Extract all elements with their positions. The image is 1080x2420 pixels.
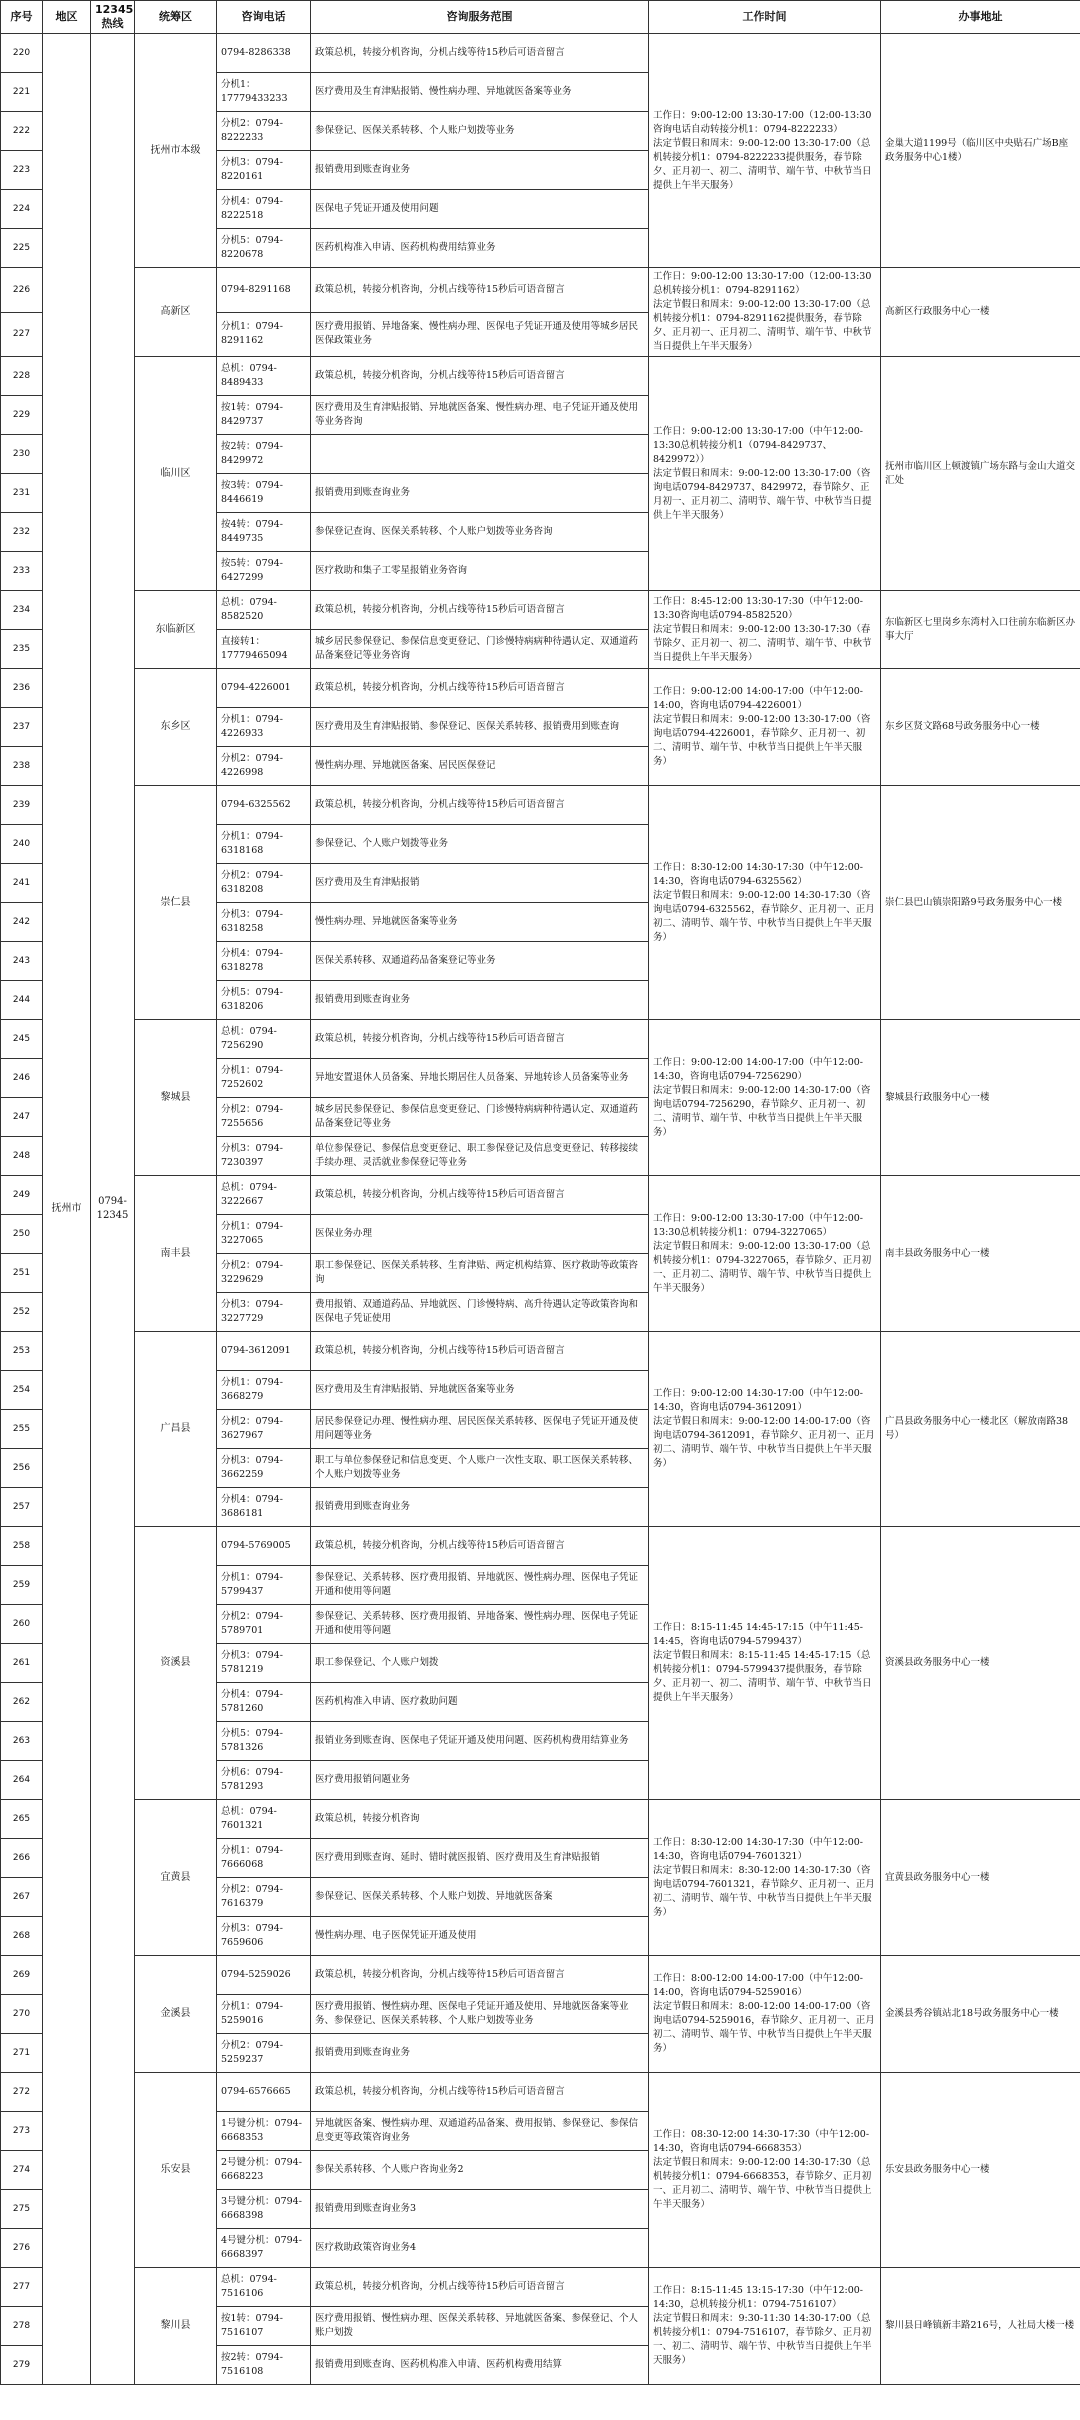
- phone-cell: 分机2：0794-3229629: [217, 1254, 311, 1293]
- address-cell: 高新区行政服务中心一楼: [881, 268, 1080, 357]
- phone-cell: 分机4：0794-8222518: [217, 190, 311, 229]
- phone-cell: 分机1：0794-5259016: [217, 1995, 311, 2034]
- phone-cell: 1号键分机：0794-6668353: [217, 2112, 311, 2151]
- row-number: 278: [1, 2307, 43, 2346]
- phone-cell: 分机1：0794-5799437: [217, 1566, 311, 1605]
- header-area: 统筹区: [135, 1, 217, 34]
- area-cell: 南丰县: [135, 1176, 217, 1332]
- phone-cell: 0794-8291168: [217, 268, 311, 313]
- phone-cell: 分机3：0794-5781219: [217, 1644, 311, 1683]
- table-row: [1, 268, 1080, 313]
- row-number: 237: [1, 708, 43, 747]
- scope-cell: 医疗费用到账查询、延时、错时就医报销、医疗费用及生育津贴报销: [311, 1839, 649, 1878]
- work-time-line: 法定节假日和周末：9:00-12:00 13:30-17:00（咨询电话0794-4226001，春节除夕、正月初一、初二、清明节、端午节、中秋节当日提供上午半天服务）: [653, 714, 871, 767]
- scope-cell: 政策总机，转接分机咨询，分机占线等待15秒后可语音留言: [311, 1176, 649, 1215]
- scope-cell: 政策总机，转接分机咨询，分机占线等待15秒后可语音留言: [311, 1956, 649, 1995]
- row-number: 262: [1, 1683, 43, 1722]
- row-number: 249: [1, 1176, 43, 1215]
- scope-cell: 政策总机，转接分机咨询，分机占线等待15秒后可语音留言: [311, 34, 649, 73]
- phone-cell: 分机1：0794-3668279: [217, 1371, 311, 1410]
- scope-cell: 参保登记、个人账户划拨等业务: [311, 825, 649, 864]
- row-number: 258: [1, 1527, 43, 1566]
- phone-cell: 直接转1：17779465094: [217, 630, 311, 669]
- scope-cell: 医疗费用及生育津贴报销、异地就医备案、慢性病办理、电子凭证开通及使用等业务咨询: [311, 396, 649, 435]
- phone-cell: 分机1：0794-4226933: [217, 708, 311, 747]
- scope-cell: 职工参保登记、个人账户划拨: [311, 1644, 649, 1683]
- phone-cell: 分机2：0794-7616379: [217, 1878, 311, 1917]
- phone-cell: 分机2：0794-7255656: [217, 1098, 311, 1137]
- address-cell: 崇仁县巴山镇崇阳路9号政务服务中心一楼: [881, 786, 1080, 1020]
- table-row: [1, 669, 1080, 708]
- phone-cell: 总机：0794-7601321: [217, 1800, 311, 1839]
- area-cell: 抚州市本级: [135, 34, 217, 268]
- phone-cell: 按2转：0794-8429972: [217, 435, 311, 474]
- work-time-cell: [649, 2268, 881, 2385]
- area-cell: 东乡区: [135, 669, 217, 786]
- phone-cell: 分机5：0794-5781326: [217, 1722, 311, 1761]
- scope-cell: 报销费用到账查询业务: [311, 2034, 649, 2073]
- header-phone: 咨询电话: [217, 1, 311, 34]
- row-number: 221: [1, 73, 43, 112]
- work-time-line: 工作日：8:45-12:00 13:30-17:30（中午12:00-13:30咨询电话0794-8582520）: [653, 595, 863, 621]
- work-time-line: 工作日：9:00-12:00 14:00-17:00（中午12:00-14:30，咨询电话0794-7256290）: [653, 1056, 863, 1082]
- area-cell: 金溪县: [135, 1956, 217, 2073]
- work-time-line: 工作日：8:30-12:00 14:30-17:30（中午12:00-14:30，咨询电话0794-6325562）: [653, 861, 863, 887]
- table-row: [1, 1176, 1080, 1215]
- scope-cell: 政策总机，转接分机咨询，分机占线等待15秒后可语音留言: [311, 2073, 649, 2112]
- row-number: 279: [1, 2346, 43, 2385]
- row-number: 252: [1, 1293, 43, 1332]
- phone-cell: 分机3：0794-7659606: [217, 1917, 311, 1956]
- area-cell: 乐安县: [135, 2073, 217, 2268]
- row-number: 244: [1, 981, 43, 1020]
- row-number: 274: [1, 2151, 43, 2190]
- phone-cell: 按5转：0794-6427299: [217, 552, 311, 591]
- row-number: 225: [1, 229, 43, 268]
- phone-cell: 分机2：0794-8222233: [217, 112, 311, 151]
- row-number: 246: [1, 1059, 43, 1098]
- area-cell: 东临新区: [135, 591, 217, 669]
- scope-cell: 医疗费用报销问题业务: [311, 1761, 649, 1800]
- scope-cell: 医疗救助和集子工零星报销业务咨询: [311, 552, 649, 591]
- row-number: 236: [1, 669, 43, 708]
- work-time-cell: [649, 1956, 881, 2073]
- area-cell: 资溪县: [135, 1527, 217, 1800]
- row-number: 226: [1, 268, 43, 313]
- scope-cell: 医疗费用及生育津贴报销、慢性病办理、异地就医备案等业务: [311, 73, 649, 112]
- phone-cell: 0794-5259026: [217, 1956, 311, 1995]
- row-number: 227: [1, 312, 43, 357]
- scope-cell: 政策总机，转接分机咨询，分机占线等待15秒后可语音留言: [311, 669, 649, 708]
- row-number: 230: [1, 435, 43, 474]
- work-time-line: 法定节假日和周末：8:00-12:00 14:00-17:00（咨询电话0794-5259016，春节除夕、正月初一、正月初二、清明节、端午节、中秋节当日提供上午半天服务）: [653, 2001, 875, 2054]
- phone-cell: 总机：0794-8582520: [217, 591, 311, 630]
- header-scope: 咨询服务范围: [311, 1, 649, 34]
- scope-cell: 单位参保登记、参保信息变更登记、职工参保登记及信息变更登记、转移接续手续办理、灵活就业参保登记等业务: [311, 1137, 649, 1176]
- row-number: 233: [1, 552, 43, 591]
- scope-cell: 报销费用到账查询、医药机构准入申请、医药机构费用结算: [311, 2346, 649, 2385]
- work-time-line: 工作日：9:00-12:00 13:30-17:00（12:00-13:30咨询电话自动转接分机1：0794-8222233）: [653, 109, 872, 135]
- row-number: 270: [1, 1995, 43, 2034]
- phone-cell: 4号键分机：0794-6668397: [217, 2229, 311, 2268]
- phone-cell: 0794-8286338: [217, 34, 311, 73]
- row-number: 220: [1, 34, 43, 73]
- phone-cell: 分机3：0794-3662259: [217, 1449, 311, 1488]
- phone-cell: 分机2：0794-4226998: [217, 747, 311, 786]
- work-time-line: 法定节假日和周末：9:00-12:00 13:30-17:30（春节除夕、正月初一、初二、清明节、端午节、中秋节当日提供上午半天服务）: [653, 623, 872, 663]
- work-time-cell: [649, 34, 881, 268]
- work-time-line: 工作日：9:00-12:00 13:30-17:00（中午12:00-13:30总机转接分机1（0794-8429737、8429972））: [653, 425, 863, 465]
- work-time-line: 法定节假日和周末：9:00-12:00 14:00-17:00（咨询电话0794-3612091，春节除夕、正月初一、正月初二、清明节、端午节、中秋节当日提供上午半天服务）: [653, 1416, 875, 1469]
- row-number: 223: [1, 151, 43, 190]
- work-time-cell: [649, 786, 881, 1020]
- row-number: 268: [1, 1917, 43, 1956]
- header-region: 地区: [43, 1, 91, 34]
- scope-cell: 异地就医备案、慢性病办理、双通道药品备案、费用报销、参保登记、参保信息变更等政策咨询业务: [311, 2112, 649, 2151]
- work-time-cell: [649, 669, 881, 786]
- work-time-line: 法定节假日和周末：9:00-12:00 14:30-17:30（总机转接分机1：0794-6668353，春节除夕、正月初一、正月初二、清明节、端午节、中秋节当日提供上午半天服务）: [653, 2157, 872, 2210]
- address-cell: 乐安县政务服务中心一楼: [881, 2073, 1080, 2268]
- phone-cell: 分机1：0794-8291162: [217, 312, 311, 357]
- scope-cell: 慢性病办理、异地就医备案、居民医保登记: [311, 747, 649, 786]
- phone-cell: 0794-6325562: [217, 786, 311, 825]
- phone-cell: 分机1：0794-6318168: [217, 825, 311, 864]
- address-cell: 抚州市临川区上顿渡镇广场东路与金山大道交汇处: [881, 357, 1080, 591]
- phone-cell: 按1转：0794-7516107: [217, 2307, 311, 2346]
- row-number: 240: [1, 825, 43, 864]
- phone-cell: 2号键分机：0794-6668223: [217, 2151, 311, 2190]
- row-number: 277: [1, 2268, 43, 2307]
- phone-cell: 分机3：0794-8220161: [217, 151, 311, 190]
- work-time-line: 法定节假日和周末：9:30-11:30 14:30-17:00（总机转接分机1：0794-7516107，春节除夕、正月初一、初二、清明节、端午节、中秋节当日提供上午半天服务）: [653, 2313, 872, 2366]
- row-number: 265: [1, 1800, 43, 1839]
- row-number: 271: [1, 2034, 43, 2073]
- scope-cell: 报销费用到账查询业务: [311, 151, 649, 190]
- row-number: 276: [1, 2229, 43, 2268]
- address-cell: 东临新区七里岗乡东湾村入口往前东临新区办事大厅: [881, 591, 1080, 669]
- work-time-cell: [649, 1020, 881, 1176]
- row-number: 250: [1, 1215, 43, 1254]
- work-time-line: 工作日：8:00-12:00 14:00-17:00（中午12:00-14:00，咨询电话0794-5259016）: [653, 1973, 863, 1998]
- phone-cell: 分机6：0794-5781293: [217, 1761, 311, 1800]
- scope-cell: 城乡居民参保登记、参保信息变更登记、门诊慢特病病种待遇认定、双通道药品备案登记等业务: [311, 1098, 649, 1137]
- row-number: 222: [1, 112, 43, 151]
- work-time-line: 法定节假日和周末：8:30-12:00 14:30-17:30（咨询电话0794-7601321，春节除夕、正月初一、正月初二、清明节、端午节、中秋节当日提供上午半天服务）: [653, 1864, 875, 1918]
- phone-cell: 分机1：17779433233: [217, 73, 311, 112]
- row-number: 275: [1, 2190, 43, 2229]
- area-cell: 高新区: [135, 268, 217, 357]
- region-cell: 抚州市: [43, 34, 91, 2385]
- row-number: 257: [1, 1488, 43, 1527]
- work-time-cell: [649, 1527, 881, 1800]
- phone-cell: 分机4：0794-5781260: [217, 1683, 311, 1722]
- address-cell: 金溪县秀谷镇站北18号政务服务中心一楼: [881, 1956, 1080, 2073]
- address-cell: 东乡区贤文路68号政务服务中心一楼: [881, 669, 1080, 786]
- area-cell: 崇仁县: [135, 786, 217, 1020]
- row-number: 235: [1, 630, 43, 669]
- scope-cell: 政策总机，转接分机咨询，分机占线等待15秒后可语音留言: [311, 268, 649, 313]
- row-number: 224: [1, 190, 43, 229]
- row-number: 231: [1, 474, 43, 513]
- scope-cell: 费用报销、双通道药品、异地就医、门诊慢特病、高升待遇认定等政策咨询和医保电子凭证使用: [311, 1293, 649, 1332]
- phone-cell: 分机1：0794-7252602: [217, 1059, 311, 1098]
- phone-cell: 分机2：0794-5789701: [217, 1605, 311, 1644]
- scope-cell: 医疗费用报销、异地备案、慢性病办理、医保电子凭证开通及使用等城乡居民医保政策业务: [311, 312, 649, 357]
- phone-cell: 分机1：0794-7666068: [217, 1839, 311, 1878]
- row-number: 239: [1, 786, 43, 825]
- scope-cell: 参保登记、关系转移、医疗费用报销、异地就医、慢性病办理、医保电子凭证开通和使用等问题: [311, 1566, 649, 1605]
- row-number: 273: [1, 2112, 43, 2151]
- work-time-line: 法定节假日和周末：9:00-12:00 14:30-17:00（咨询电话0794-7256290，春节除夕、正月初一、初二、清明节、端午节、中秋节当日提供上午半天服务）: [653, 1084, 871, 1138]
- phone-cell: 3号键分机：0794-6668398: [217, 2190, 311, 2229]
- area-cell: 广昌县: [135, 1332, 217, 1527]
- work-time-line: 法定节假日和周末：9:00-12:00 13:30-17:00（总机转接分机1：0794-8291162提供服务，春节除夕、正月初一、正月初二、清明节、端午节、中秋节当日提供上午半天服务）: [653, 299, 872, 352]
- phone-cell: 0794-4226001: [217, 669, 311, 708]
- row-number: 256: [1, 1449, 43, 1488]
- phone-cell: 总机：0794-7516106: [217, 2268, 311, 2307]
- scope-cell: 政策总机，转接分机咨询，分机占线等待15秒后可语音留言: [311, 786, 649, 825]
- scope-cell: 慢性病办理、电子医保凭证开通及使用: [311, 1917, 649, 1956]
- scope-cell: 医疗费用及生育津贴报销、参保登记、医保关系转移、报销费用到账查询: [311, 708, 649, 747]
- phone-cell: 按4转：0794-8449735: [217, 513, 311, 552]
- phone-cell: 分机2：0794-5259237: [217, 2034, 311, 2073]
- row-number: 263: [1, 1722, 43, 1761]
- phone-cell: 0794-3612091: [217, 1332, 311, 1371]
- work-time-cell: [649, 1332, 881, 1527]
- phone-cell: 分机5：0794-6318206: [217, 981, 311, 1020]
- header-seq: 序号: [1, 1, 43, 34]
- scope-cell: 报销业务到账查询、医保电子凭证开通及使用问题、医药机构费用结算业务: [311, 1722, 649, 1761]
- address-cell: 广昌县政务服务中心一楼北区（解放南路38号）: [881, 1332, 1080, 1527]
- work-time-line: 工作日：8:15-11:45 14:45-17:15（中午11:45-14:45，咨询电话0794-5799437）: [653, 1622, 863, 1647]
- row-number: 260: [1, 1605, 43, 1644]
- scope-cell: 参保关系转移、个人账户咨询业务2: [311, 2151, 649, 2190]
- work-time-line: 法定节假日和周末：8:15-11:45 14:45-17:15（总机转接分机1：0794-5799437提供服务，春节除夕、正月初一、初二、清明节、端午节、中秋节当日提供上午半天服务）: [653, 1650, 872, 1703]
- scope-cell: 医疗费用及生育津贴报销、异地就医备案等业务: [311, 1371, 649, 1410]
- scope-cell: 医保业务办理: [311, 1215, 649, 1254]
- header-hotline: 12345热线: [91, 1, 135, 34]
- work-time-cell: [649, 268, 881, 357]
- row-number: 269: [1, 1956, 43, 1995]
- scope-cell: 参保登记、关系转移、医疗费用报销、异地备案、慢性病办理、医保电子凭证开通和使用等问题: [311, 1605, 649, 1644]
- phone-cell: 总机：0794-3222667: [217, 1176, 311, 1215]
- row-number: 264: [1, 1761, 43, 1800]
- address-cell: 宜黄县政务服务中心一楼: [881, 1800, 1080, 1956]
- scope-cell: 职工参保登记、医保关系转移、生育津贴、两定机构结算、医疗救助等政策咨询: [311, 1254, 649, 1293]
- scope-cell: 异地安置退休人员备案、异地长期居住人员备案、异地转诊人员备案等业务: [311, 1059, 649, 1098]
- phone-cell: 总机：0794-7256290: [217, 1020, 311, 1059]
- scope-cell: 居民参保登记办理、慢性病办理、居民医保关系转移、医保电子凭证开通及使用问题等业务: [311, 1410, 649, 1449]
- row-number: 255: [1, 1410, 43, 1449]
- row-number: 259: [1, 1566, 43, 1605]
- scope-cell: 政策总机，转接分机咨询，分机占线等待15秒后可语音留言: [311, 357, 649, 396]
- scope-cell: [311, 435, 649, 474]
- row-number: 229: [1, 396, 43, 435]
- phone-cell: 分机3：0794-7230397: [217, 1137, 311, 1176]
- table-row: [1, 2268, 1080, 2307]
- phone-cell: 按2转：0794-7516108: [217, 2346, 311, 2385]
- work-time-cell: [649, 357, 881, 591]
- phone-cell: 分机2：0794-6318208: [217, 864, 311, 903]
- table-header-row: [1, 1, 1080, 34]
- row-number: 261: [1, 1644, 43, 1683]
- phone-cell: 分机5：0794-8220678: [217, 229, 311, 268]
- work-time-line: 法定节假日和周末：9:00-12:00 13:30-17:00（咨询电话0794-8429737、8429972，春节除夕、正月初一、正月初二、清明节、端午节、中秋节当日提供上午半天服务）: [653, 467, 872, 521]
- phone-cell: 分机3：0794-3227729: [217, 1293, 311, 1332]
- row-number: 247: [1, 1098, 43, 1137]
- table-row: [1, 1956, 1080, 1995]
- row-number: 254: [1, 1371, 43, 1410]
- scope-cell: 医疗费用报销、慢性病办理、医保电子凭证开通及使用、异地就医备案等业务、参保登记、医保关系转移、个人账户划拨等业务: [311, 1995, 649, 2034]
- scope-cell: 参保登记查询、医保关系转移、个人账户划拨等业务咨询: [311, 513, 649, 552]
- work-time-line: 法定节假日和周末：9:00-12:00 14:30-17:30（咨询电话0794-6325562，春节除夕、正月初一、正月初二、清明节、端午节、中秋节当日提供上午半天服务）: [653, 889, 875, 943]
- work-time-line: 工作日：9:00-12:00 13:30-17:00（中午12:00-13:30总机转接分机1：0794-3227065）: [653, 1212, 863, 1238]
- row-number: 253: [1, 1332, 43, 1371]
- row-number: 228: [1, 357, 43, 396]
- scope-cell: 政策总机，转接分机咨询，分机占线等待15秒后可语音留言: [311, 2268, 649, 2307]
- phone-cell: 分机4：0794-3686181: [217, 1488, 311, 1527]
- header-address: 办事地址: [881, 1, 1080, 34]
- row-number: 243: [1, 942, 43, 981]
- scope-cell: 参保登记、医保关系转移、个人账户划拨、异地就医备案: [311, 1878, 649, 1917]
- area-cell: 黎城县: [135, 1020, 217, 1176]
- row-number: 232: [1, 513, 43, 552]
- hotline-cell: 0794-12345: [91, 34, 135, 2385]
- scope-cell: 政策总机，转接分机咨询，分机占线等待15秒后可语音留言: [311, 1020, 649, 1059]
- row-number: 272: [1, 2073, 43, 2112]
- scope-cell: 政策总机，转接分机咨询，分机占线等待15秒后可语音留言: [311, 1332, 649, 1371]
- work-time-line: 工作日：08:30-12:00 14:30-17:30（中午12:00-14:30，咨询电话0794-6668353）: [653, 2129, 870, 2154]
- work-time-cell: [649, 2073, 881, 2268]
- area-cell: 黎川县: [135, 2268, 217, 2385]
- row-number: 251: [1, 1254, 43, 1293]
- scope-cell: 医药机构准入申请、医药机构费用结算业务: [311, 229, 649, 268]
- scope-cell: 报销费用到账查询业务: [311, 1488, 649, 1527]
- scope-cell: 医疗救助政策咨询业务4: [311, 2229, 649, 2268]
- address-cell: 黎川县日峰镇新丰路216号，人社局大楼一楼: [881, 2268, 1080, 2385]
- row-number: 234: [1, 591, 43, 630]
- phone-cell: 分机3：0794-6318258: [217, 903, 311, 942]
- work-time-line: 工作日：8:15-11:45 13:15-17:30（中午12:00-14:30，总机转接分机1：0794-7516107）: [653, 2285, 863, 2310]
- scope-cell: 政策总机，转接分机咨询，分机占线等待15秒后可语音留言: [311, 1527, 649, 1566]
- scope-cell: 报销费用到账查询业务: [311, 474, 649, 513]
- row-number: 245: [1, 1020, 43, 1059]
- scope-cell: 医药机构准入申请、医疗救助问题: [311, 1683, 649, 1722]
- table-row: [1, 2073, 1080, 2112]
- work-time-line: 工作日：8:30-12:00 14:30-17:30（中午12:00-14:30，咨询电话0794-7601321）: [653, 1836, 863, 1862]
- address-cell: 南丰县政务服务中心一楼: [881, 1176, 1080, 1332]
- phone-cell: 分机2：0794-3627967: [217, 1410, 311, 1449]
- work-time-cell: [649, 1800, 881, 1956]
- work-time-cell: [649, 1176, 881, 1332]
- phone-cell: 按1转：0794-8429737: [217, 396, 311, 435]
- table-row: [1, 1527, 1080, 1566]
- row-number: 248: [1, 1137, 43, 1176]
- row-number: 241: [1, 864, 43, 903]
- table-body: [1, 34, 1080, 2385]
- phone-cell: 分机1：0794-3227065: [217, 1215, 311, 1254]
- scope-cell: 慢性病办理、异地就医备案等业务: [311, 903, 649, 942]
- phone-cell: 0794-5769005: [217, 1527, 311, 1566]
- phone-cell: 分机4：0794-6318278: [217, 942, 311, 981]
- table-row: [1, 786, 1080, 825]
- work-time-line: 工作日：9:00-12:00 14:30-17:00（中午12:00-14:30，咨询电话0794-3612091）: [653, 1388, 863, 1413]
- area-cell: 宜黄县: [135, 1800, 217, 1956]
- row-number: 267: [1, 1878, 43, 1917]
- work-time-line: 工作日：9:00-12:00 13:30-17:00（12:00-13:30总机转接分机1：0794-8291162）: [653, 271, 872, 296]
- work-time-line: 工作日：9:00-12:00 14:00-17:00（中午12:00-14:00，咨询电话0794-4226001）: [653, 686, 863, 711]
- row-number: 242: [1, 903, 43, 942]
- header-time: 工作时间: [649, 1, 881, 34]
- table-row: [1, 1020, 1080, 1059]
- work-time-cell: [649, 591, 881, 669]
- scope-cell: 医保电子凭证开通及使用问题: [311, 190, 649, 229]
- phone-cell: 按3转：0794-8446619: [217, 474, 311, 513]
- table-row: [1, 1332, 1080, 1371]
- scope-cell: 报销费用到账查询业务: [311, 981, 649, 1020]
- work-time-line: 法定节假日和周末：9:00-12:00 13:30-17:00（总机转接分机1：0794-8222233提供服务，春节除夕、正月初一、初二、清明节、端午节、中秋节当日提供上午半天服务）: [653, 137, 872, 191]
- area-cell: 临川区: [135, 357, 217, 591]
- row-number: 238: [1, 747, 43, 786]
- address-cell: 黎城县行政服务中心一楼: [881, 1020, 1080, 1176]
- work-time-line: 法定节假日和周末：9:00-12:00 13:30-17:00（总机转接分机1：0794-3227065，春节除夕、正月初一、正月初二、清明节、端午节、中秋节当日提供上午半天服务）: [653, 1240, 872, 1294]
- scope-cell: 医疗费用报销、慢性病办理、医保关系转移、异地就医备案、参保登记、个人账户划拨: [311, 2307, 649, 2346]
- table-row: [1, 34, 1080, 73]
- table-row: [1, 1800, 1080, 1839]
- address-cell: 金巢大道1199号（临川区中央贴石广场B座政务服务中心1楼）: [881, 34, 1080, 268]
- scope-cell: 参保登记、医保关系转移、个人账户划拨等业务: [311, 112, 649, 151]
- table-row: [1, 591, 1080, 630]
- scope-cell: 报销费用到账查询业务3: [311, 2190, 649, 2229]
- row-number: 266: [1, 1839, 43, 1878]
- table-row: [1, 357, 1080, 396]
- address-cell: 资溪县政务服务中心一楼: [881, 1527, 1080, 1800]
- scope-cell: 医保关系转移、双通道药品备案登记等业务: [311, 942, 649, 981]
- scope-cell: 医疗费用及生育津贴报销: [311, 864, 649, 903]
- phone-cell: 总机：0794-8489433: [217, 357, 311, 396]
- scope-cell: 城乡居民参保登记、参保信息变更登记、门诊慢特病病种待遇认定、双通道药品备案登记等业务咨询: [311, 630, 649, 669]
- phone-cell: 0794-6576665: [217, 2073, 311, 2112]
- scope-cell: 政策总机，转接分机咨询，分机占线等待15秒后可语音留言: [311, 591, 649, 630]
- scope-cell: 职工与单位参保登记和信息变更、个人账户一次性支取、职工医保关系转移、个人账户划拨等业务: [311, 1449, 649, 1488]
- scope-cell: 政策总机，转接分机咨询: [311, 1800, 649, 1839]
